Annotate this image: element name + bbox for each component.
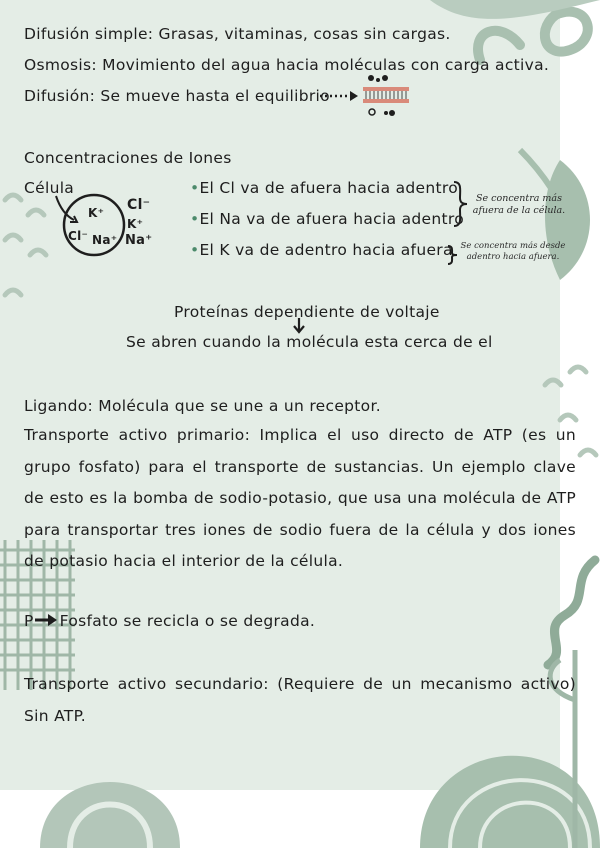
- cell-outside-cl: Cl⁻: [127, 197, 151, 213]
- voltage-gated-title: Proteínas dependiente de voltaje: [174, 303, 440, 321]
- bullet-icon: •: [190, 179, 200, 197]
- ligand-definition: Ligando: Molécula que se une a un receptor.: [24, 397, 381, 415]
- curly-brace-icon: [452, 180, 470, 228]
- phosphate-letter: P: [24, 612, 34, 630]
- cell-label: Célula: [24, 179, 75, 197]
- osmosis-line: Osmosis: Movimiento del agua hacia moléculas con carga activa.: [24, 56, 550, 74]
- cell-outside-na: Na⁺: [125, 233, 153, 248]
- voltage-gated-subtitle: Se abren cuando la molécula esta cerca de el: [126, 333, 493, 351]
- dotted-arrow-icon: [320, 91, 358, 101]
- cell-inside-k: K⁺: [88, 206, 105, 220]
- note-inside-concentration: Se concentra más desde adentro hacia afuera.: [460, 241, 566, 262]
- simple-diffusion-line: Difusión simple: Grasas, vitaminas, cosas sin cargas.: [24, 25, 451, 43]
- membrane-diagram: [318, 72, 418, 122]
- right-arrow-icon: [34, 613, 60, 627]
- ion-bullet-na: •El Na va de afuera hacia adentro: [190, 210, 464, 228]
- ion-bullet-k: •El K va de adentro hacia afuera: [190, 241, 453, 259]
- note-outside-concentration: Se concentra más afuera de la célula.: [472, 193, 566, 216]
- cell-outside-k: K⁺: [127, 217, 144, 231]
- cell-inside-cl: Cl⁻: [68, 229, 89, 243]
- secondary-active-transport: Transporte activo secundario: (Requiere de un mecanismo activo) Sin ATP.: [24, 675, 576, 725]
- membrane-icon: [363, 75, 409, 116]
- phosphate-text: Fosfato se recicla o se degrada.: [59, 612, 316, 630]
- primary-active-transport: Transporte activo primario: Implica el uso directo de ATP (es un grupo fosfato) para el transporte de sustancias. Un ejemplo clave de esto es la bomba de sodio-potasio, que usa una molécula de ATP para transportar tres iones de sodio fuera de la célula y dos iones de potasio hacia el interior de la célula.: [24, 426, 576, 570]
- phosphate-line: [24, 611, 315, 631]
- cell-inside-na: Na⁺: [92, 233, 118, 247]
- bullet-icon: •: [190, 210, 200, 228]
- ions-heading: Concentraciones de Iones: [24, 149, 232, 167]
- ion-bullet-cl: •El Cl va de afuera hacia adentro: [190, 179, 459, 197]
- diffusion-line: Difusión: Se mueve hasta el equilibrio: [24, 87, 330, 105]
- bullet-icon: •: [190, 241, 200, 259]
